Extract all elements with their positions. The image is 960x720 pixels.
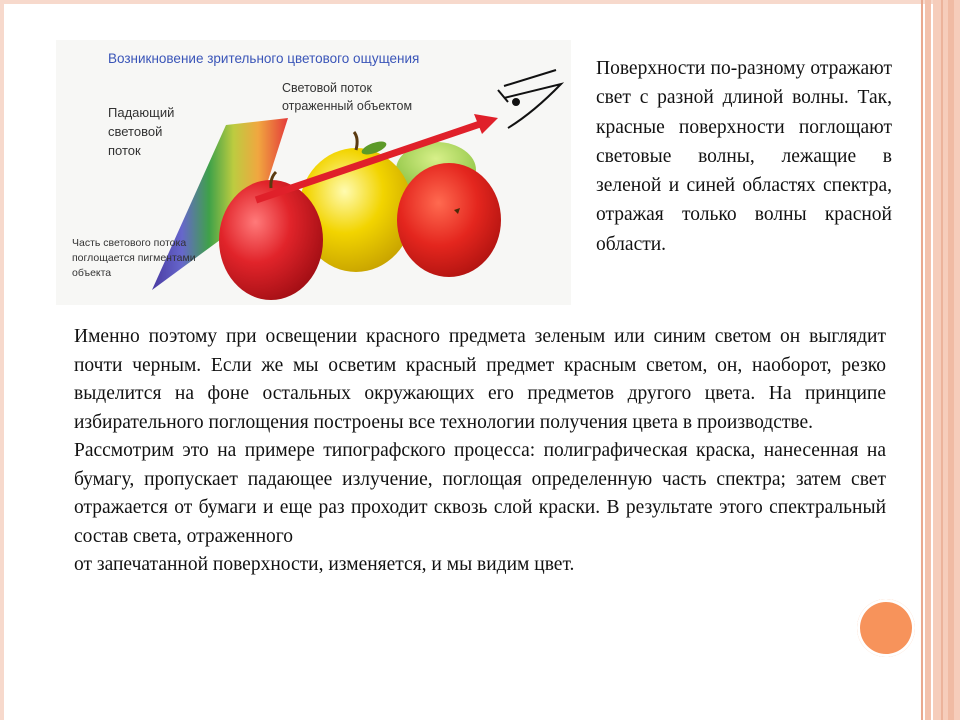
figure-illustration [56, 40, 571, 305]
figure-label-absorbed-2: поглощается пигментами [72, 252, 196, 264]
frame-left-border [0, 0, 4, 720]
decor-stripe [948, 0, 954, 720]
figure-label-incident-2: световой [108, 124, 163, 139]
decor-stripe [925, 0, 931, 720]
figure-label-reflected-2: отраженный объектом [282, 99, 413, 113]
decor-circle [857, 599, 915, 657]
paragraph-1: Именно поэтому при освещении красного предмета зеленым или синим светом он выглядит почти черным. Если же мы осветим красный предмет красным светом, он, наоборот, резко выделится на фоне остальных окружающих его предметов другого цвета. На принципе избирательного поглощения построены все технологии получения цвета в производстве. [74, 326, 886, 433]
decor-stripe [921, 0, 923, 720]
frame-top-border [0, 0, 960, 4]
figure-label-absorbed-3: объекта [72, 267, 112, 279]
apples-light-figure [56, 40, 571, 305]
decor-stripe [933, 0, 960, 720]
paragraph-2: Рассмотрим это на примере типографского процесса: полиграфическая краска, нанесенная на бумагу, пропускает падающее излучение, поглощая определенную часть спектра; затем свет отражается от бумаги и еще раз проходит сквозь слой краски. В результате этого спектральный состав света, отраженного [74, 440, 886, 547]
paragraph-2-last-line: от запечатанной поверхности, изменяется, и мы видим цвет. [74, 554, 575, 575]
red-apple-right [397, 163, 501, 277]
figure-label-reflected-1: Световой поток [282, 81, 372, 95]
figure-title: Возникновение зрительного цветового ощущения [108, 51, 420, 66]
figure-label-incident-3: поток [108, 143, 141, 158]
main-text-block [74, 323, 886, 580]
figure-label-absorbed-1: Часть светового потока [72, 237, 187, 249]
decor-stripe [941, 0, 943, 720]
figure-label-incident-1: Падающий [108, 105, 175, 120]
side-paragraph: Поверхности по-разному отражают свет с разной длиной волны. Так, красные поверхности поглощают световые волны, лежащие в зеленой и синей областях спектра, отражая только волны красной области. [596, 58, 892, 255]
